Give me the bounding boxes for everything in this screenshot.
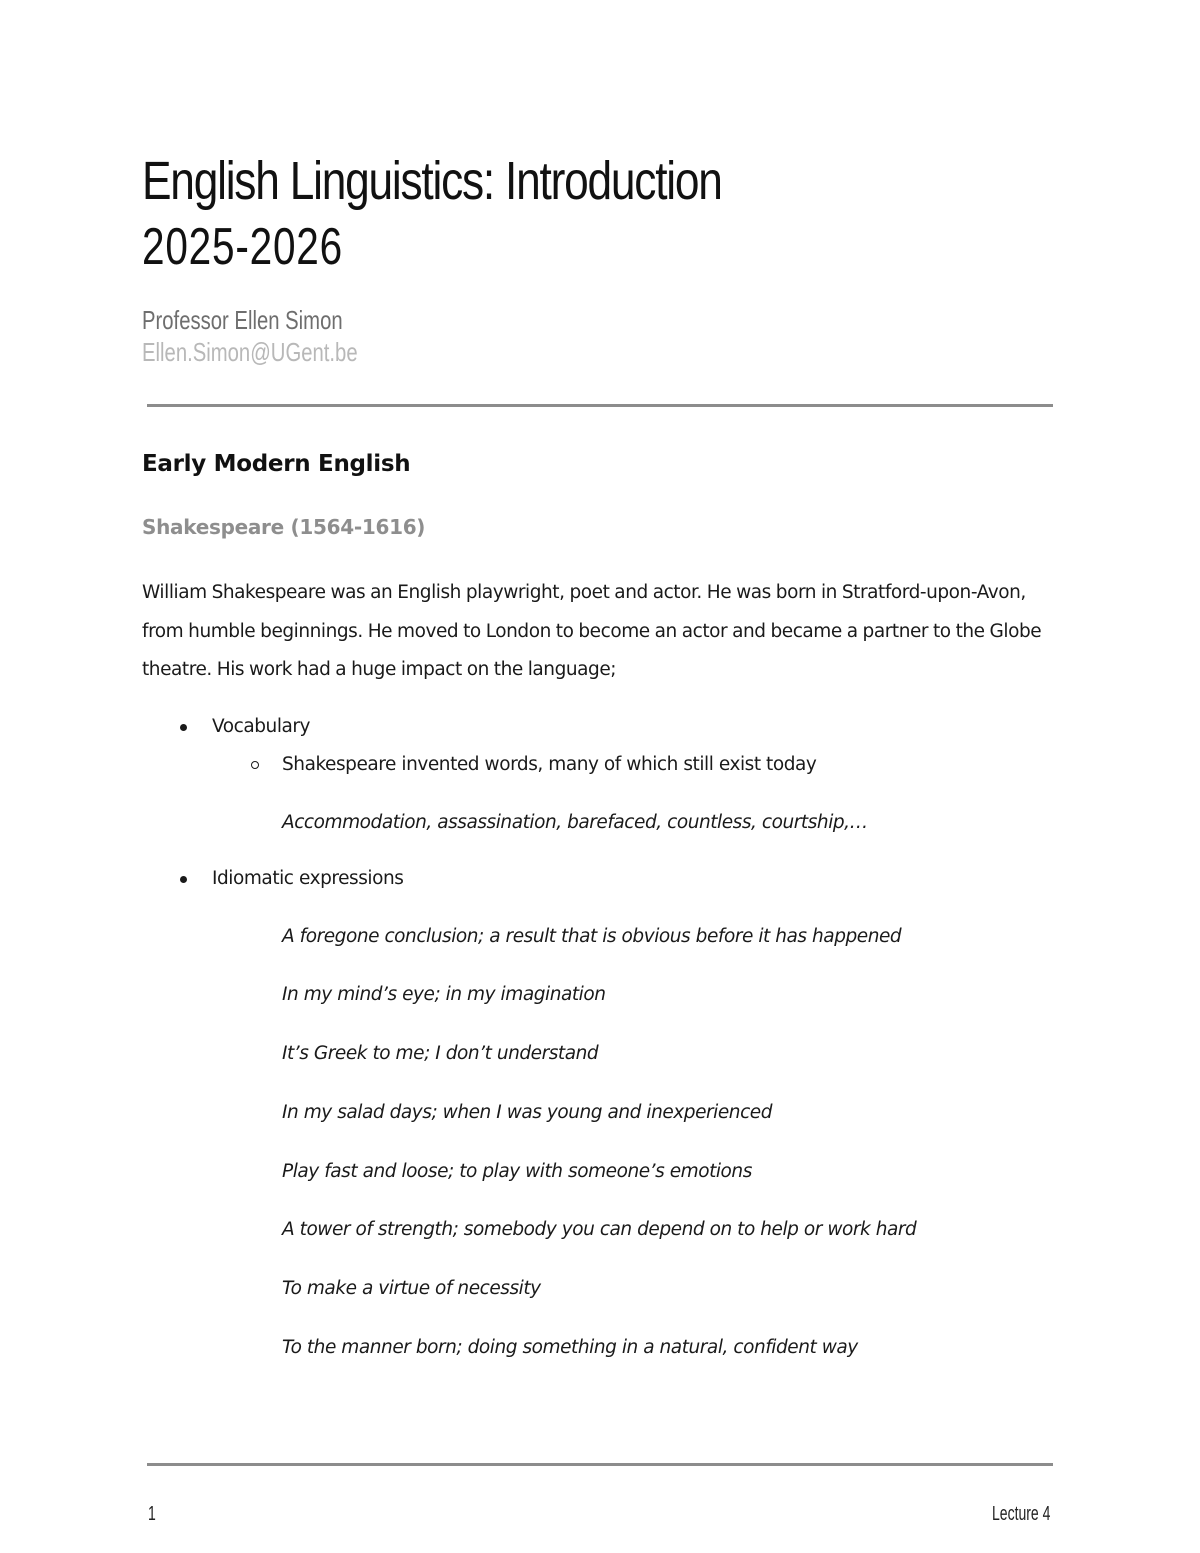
idiom-item: In my mind’s eye; in my imagination: [282, 984, 606, 1006]
idiom-list: [282, 918, 1062, 1368]
list-item-vocabulary: [142, 708, 1062, 784]
idiom-item: It’s Greek to me; I don’t understand: [282, 1043, 599, 1065]
idiom-item: Play fast and loose; to play with someone’s emotions: [282, 1160, 752, 1182]
bullet-disc-icon: [180, 724, 187, 731]
idiom-item: A foregone conclusion; a result that is obvious before it has happened: [282, 925, 902, 947]
author-name: Professor Ellen Simon: [142, 305, 343, 335]
main-content: [142, 446, 1062, 1367]
topic-list-2: [142, 860, 1062, 898]
subsection-heading: Shakespeare (1564-1616): [142, 515, 426, 539]
sublist-item: [212, 746, 1062, 784]
bullet-disc-icon: [180, 876, 187, 883]
idiom-item: A tower of strength; somebody you can depend on to help or work hard: [282, 1219, 917, 1241]
sublist-item-label: Shakespeare invented words, many of which still exist today: [282, 753, 817, 775]
topic-list: [142, 708, 1062, 784]
footer-divider: [147, 1463, 1053, 1466]
header-divider: [147, 404, 1053, 407]
lecture-label: Lecture 4: [991, 1503, 1050, 1525]
idiom-item: To make a virtue of necessity: [282, 1278, 541, 1300]
vocabulary-examples: Accommodation, assassination, barefaced, countless, courtship,…: [282, 811, 868, 833]
author-block: [142, 304, 418, 368]
list-item-label: Vocabulary: [212, 715, 311, 737]
list-item-idioms: [142, 860, 1062, 898]
document-title: English Linguistics: Introduction: [142, 151, 722, 211]
author-email: Ellen.Simon@UGent.be: [142, 337, 358, 367]
idiom-item: To the manner born; doing something in a natural, confident way: [282, 1337, 858, 1359]
bullet-circle-icon: [251, 761, 259, 769]
page-number: 1: [148, 1503, 156, 1525]
section-heading: Early Modern English: [142, 451, 411, 477]
vocabulary-sublist: [212, 746, 1062, 784]
academic-year: 2025-2026: [142, 218, 343, 276]
list-item-label: Idiomatic expressions: [212, 867, 404, 889]
idiom-item: In my salad days; when I was young and inexperienced: [282, 1101, 773, 1123]
title-block: [142, 148, 849, 280]
intro-paragraph: William Shakespeare was an English playwright, poet and actor. He was born in Stratford-upon-Avon, from humble beginnings. He moved to London to become an actor and became a partner to the Globe theatre. His work had a huge impact on the language;: [142, 582, 1042, 680]
